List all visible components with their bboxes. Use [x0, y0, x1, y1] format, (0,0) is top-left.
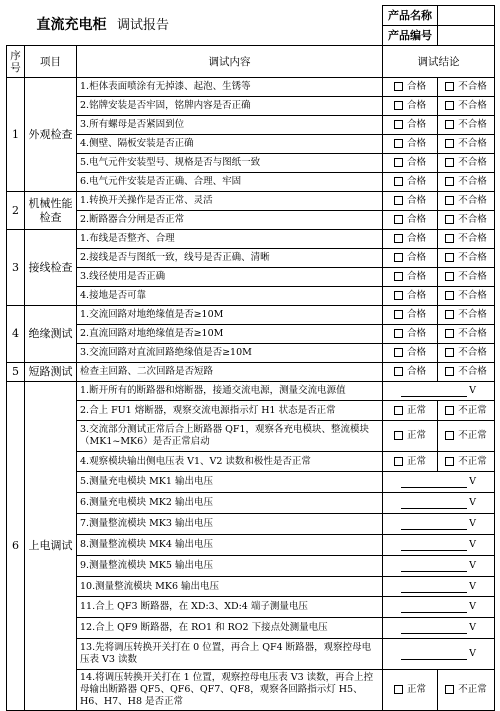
test-content: 4.观察模块输出侧电压表 V1、V2 读数和极性是否正常 [77, 452, 383, 472]
checkbox-icon[interactable] [445, 329, 454, 338]
table-row [7, 268, 495, 287]
test-content: 13.先将调压转换开关打在 0 位置，再合上 QF4 断路器，观察控母电压表 V3 读数 [77, 639, 383, 670]
positive-option[interactable] [383, 78, 438, 97]
section-seq: 1 [7, 78, 25, 192]
positive-option[interactable] [383, 249, 438, 268]
test-content: 3.所有螺母是否紧固到位 [77, 116, 383, 135]
voltage-value-field[interactable] [383, 493, 495, 514]
checkbox-icon[interactable] [394, 348, 403, 357]
blank-line [401, 541, 467, 551]
positive-option[interactable] [383, 154, 438, 173]
option-label: 不合格 [458, 233, 487, 244]
table-row [7, 211, 495, 230]
negative-option[interactable] [438, 268, 495, 287]
option-label: 合格 [407, 214, 427, 225]
negative-option[interactable] [438, 325, 495, 344]
checkbox-icon[interactable] [394, 457, 403, 466]
positive-option[interactable] [383, 363, 438, 382]
voltage-value-field[interactable] [383, 618, 495, 639]
checkbox-icon[interactable] [445, 272, 454, 281]
unit-v-label: V [469, 648, 476, 659]
blank-line [401, 603, 467, 613]
negative-option[interactable] [438, 78, 495, 97]
test-content: 2.铭牌安装是否牢固，铭牌内容是否正确 [77, 97, 383, 116]
option-label: 合格 [407, 309, 427, 320]
negative-option[interactable] [438, 154, 495, 173]
checkbox-icon[interactable] [445, 253, 454, 262]
positive-option[interactable] [383, 230, 438, 249]
checkbox-icon[interactable] [445, 196, 454, 205]
checkbox-icon[interactable] [445, 101, 454, 110]
test-content: 2.直流回路对地绝缘值是否≥10M [77, 325, 383, 344]
positive-option[interactable] [383, 116, 438, 135]
option-label: 合格 [407, 290, 427, 301]
test-content: 6.测量充电模块 MK2 输出电压 [77, 493, 383, 514]
negative-option[interactable] [438, 249, 495, 268]
option-label: 不合格 [458, 157, 487, 168]
section-seq: 6 [7, 382, 25, 711]
option-label: 不正常 [458, 684, 487, 695]
unit-v-label: V [469, 580, 476, 592]
col-item-header: 项目 [25, 46, 77, 78]
option-label: 合格 [407, 347, 427, 358]
table-row [7, 639, 495, 670]
option-label: 不合格 [458, 81, 487, 92]
table-row [7, 287, 495, 306]
table-row [7, 306, 495, 325]
report-page [6, 5, 494, 711]
voltage-value-field[interactable] [383, 556, 495, 577]
checkbox-icon[interactable] [445, 120, 454, 129]
table-row [7, 135, 495, 154]
checkbox-icon[interactable] [394, 215, 403, 224]
table-row [7, 363, 495, 382]
blank-line [401, 499, 467, 509]
table-row [7, 173, 495, 192]
test-content: 11.合上 QF3 断路器，在 XD:3、XD:4 端子测量电压 [77, 597, 383, 618]
option-label: 合格 [407, 157, 427, 168]
checkbox-icon[interactable] [445, 291, 454, 300]
option-label: 不正常 [458, 404, 487, 416]
option-label: 不合格 [458, 214, 487, 225]
option-label: 合格 [407, 233, 427, 244]
table-row [7, 230, 495, 249]
checkbox-icon[interactable] [445, 367, 454, 376]
section-seq: 2 [7, 192, 25, 230]
positive-option[interactable] [383, 287, 438, 306]
option-label: 合格 [407, 81, 427, 92]
test-content: 1.布线是否整齐、合理 [77, 230, 383, 249]
table-row [7, 401, 495, 421]
checkbox-icon[interactable] [394, 101, 403, 110]
checkbox-icon[interactable] [394, 406, 403, 415]
col-content-header: 调试内容 [77, 46, 383, 78]
table-row [7, 472, 495, 493]
checkbox-icon[interactable] [445, 139, 454, 148]
option-label: 合格 [407, 195, 427, 206]
option-label: 正常 [407, 404, 427, 416]
checkbox-icon[interactable] [445, 431, 454, 440]
table-row [7, 382, 495, 401]
test-content: 1.断开所有的断路器和熔断器，接通交流电源，测量交流电源值 [77, 382, 383, 401]
report-title [7, 6, 383, 46]
positive-option[interactable] [383, 173, 438, 192]
checkbox-icon[interactable] [394, 120, 403, 129]
negative-option[interactable] [438, 287, 495, 306]
table-row [7, 493, 495, 514]
product-number-value[interactable] [438, 26, 495, 46]
test-content: 7.测量整流模块 MK3 输出电压 [77, 514, 383, 535]
option-label: 合格 [407, 271, 427, 282]
test-content: 2.断路器合分闸是否正常 [77, 211, 383, 230]
checkbox-icon[interactable] [445, 215, 454, 224]
test-content: 9.测量整流模块 MK5 输出电压 [77, 556, 383, 577]
positive-option[interactable] [383, 344, 438, 363]
unit-v-label: V [469, 539, 476, 550]
negative-option[interactable] [438, 363, 495, 382]
checkbox-icon[interactable] [394, 253, 403, 262]
test-content: 3.线径使用是否正确 [77, 268, 383, 287]
section-seq: 4 [7, 306, 25, 363]
positive-option[interactable] [383, 97, 438, 116]
checkbox-icon[interactable] [445, 348, 454, 357]
voltage-value-field[interactable] [383, 514, 495, 535]
test-content: 8.测量整流模块 MK4 输出电压 [77, 535, 383, 556]
report-table [6, 5, 495, 711]
checkbox-icon[interactable] [394, 139, 403, 148]
checkbox-icon[interactable] [445, 685, 454, 694]
option-label: 不正常 [458, 430, 487, 441]
test-content: 4.接地是否可靠 [77, 287, 383, 306]
blank-line [401, 520, 467, 530]
option-label: 不正常 [458, 455, 487, 467]
table-row [7, 116, 495, 135]
unit-v-label: V [469, 560, 476, 571]
unit-v-label: V [469, 518, 476, 529]
blank-line [401, 583, 467, 593]
negative-option[interactable] [438, 192, 495, 211]
table-row [7, 577, 495, 597]
product-number-label: 产品编号 [383, 26, 438, 46]
test-content: 2.合上 FU1 熔断器，观察交流电源指示灯 H1 状态是否正常 [77, 401, 383, 421]
positive-option[interactable] [383, 192, 438, 211]
voltage-value-field[interactable] [383, 639, 495, 670]
checkbox-icon[interactable] [394, 82, 403, 91]
section-item: 外观检查 [25, 78, 77, 192]
checkbox-icon[interactable] [445, 457, 454, 466]
table-row [7, 556, 495, 577]
positive-option[interactable] [383, 325, 438, 344]
option-label: 不合格 [458, 347, 487, 358]
option-label: 合格 [407, 119, 427, 130]
section-item: 机械性能检查 [25, 192, 77, 230]
checkbox-icon[interactable] [445, 310, 454, 319]
option-label: 不合格 [458, 309, 487, 320]
checkbox-icon[interactable] [394, 177, 403, 186]
table-row [7, 97, 495, 116]
option-label: 合格 [407, 138, 427, 149]
blank-line [401, 478, 467, 488]
checkbox-icon[interactable] [394, 367, 403, 376]
checkbox-icon[interactable] [394, 234, 403, 243]
voltage-value-field[interactable] [383, 597, 495, 618]
table-row [7, 597, 495, 618]
positive-option[interactable] [383, 421, 438, 452]
product-name-label: 产品名称 [383, 6, 438, 26]
table-row [7, 421, 495, 452]
negative-option[interactable] [438, 670, 495, 711]
checkbox-icon[interactable] [445, 177, 454, 186]
positive-option[interactable] [383, 670, 438, 711]
section-item: 上电调试 [25, 382, 77, 711]
test-content: 12.合上 QF9 断路器，在 RO1 和 RO2 下接点处测量电压 [77, 618, 383, 639]
option-label: 不合格 [458, 290, 487, 301]
table-row [7, 249, 495, 268]
voltage-value-field[interactable] [383, 382, 495, 401]
title-sub: 调试报告 [116, 17, 169, 33]
option-label: 合格 [407, 366, 427, 377]
positive-option[interactable] [383, 135, 438, 154]
checkbox-icon[interactable] [394, 272, 403, 281]
positive-option[interactable] [383, 211, 438, 230]
option-label: 合格 [407, 176, 427, 187]
section-item: 绝缘测试 [25, 306, 77, 363]
negative-option[interactable] [438, 211, 495, 230]
section-item: 短路测试 [25, 363, 77, 382]
table-row [7, 154, 495, 173]
negative-option[interactable] [438, 401, 495, 421]
option-label: 不合格 [458, 195, 487, 206]
checkbox-icon[interactable] [394, 431, 403, 440]
test-content: 4.侧壁、隔板安装是否正确 [77, 135, 383, 154]
col-seq-header: 序号 [7, 46, 25, 78]
test-content: 1.转换开关操作是否正常、灵活 [77, 192, 383, 211]
option-label: 正常 [407, 430, 427, 441]
checkbox-icon[interactable] [445, 406, 454, 415]
test-content: 1.交流回路对地绝缘值是否≥10M [77, 306, 383, 325]
test-content: 5.电气元件安装型号、规格是否与图纸一致 [77, 154, 383, 173]
checkbox-icon[interactable] [394, 685, 403, 694]
test-content: 3.交流部分测试正常后合上断路器 QF1，观察各充电模块、整流模块（MK1~MK6）是否正常启动 [77, 421, 383, 452]
option-label: 正常 [407, 455, 427, 467]
option-label: 合格 [407, 100, 427, 111]
test-content: 5.测量充电模块 MK1 输出电压 [77, 472, 383, 493]
table-row [7, 325, 495, 344]
product-name-value[interactable] [438, 6, 495, 26]
option-label: 合格 [407, 252, 427, 263]
table-row [7, 452, 495, 472]
unit-v-label: V [469, 601, 476, 612]
voltage-value-field[interactable] [383, 577, 495, 597]
checkbox-icon[interactable] [394, 291, 403, 300]
positive-option[interactable] [383, 401, 438, 421]
report-body [7, 78, 495, 711]
table-row [7, 344, 495, 363]
option-label: 不合格 [458, 138, 487, 149]
negative-option[interactable] [438, 116, 495, 135]
blank-line [401, 650, 467, 660]
voltage-value-field[interactable] [383, 535, 495, 556]
table-row [7, 78, 495, 97]
option-label: 不合格 [458, 119, 487, 130]
option-label: 合格 [407, 328, 427, 339]
unit-v-label: V [469, 497, 476, 508]
option-label: 不合格 [458, 271, 487, 282]
negative-option[interactable] [438, 173, 495, 192]
test-content: 3.交流回路对直流回路绝缘值是否≥10M [77, 344, 383, 363]
test-content: 14.将调压转换开关打在 1 位置，观察控母电压表 V3 读数，再合上控母输出断路器 QF5、QF6、QF7、QF8，观察各回路指示灯 H5、H6、H7、H8 是否正常 [77, 670, 383, 711]
blank-line [401, 624, 467, 634]
option-label: 不合格 [458, 176, 487, 187]
negative-option[interactable] [438, 452, 495, 472]
voltage-value-field[interactable] [383, 472, 495, 493]
option-label: 不合格 [458, 328, 487, 339]
checkbox-icon[interactable] [445, 82, 454, 91]
test-content: 10.测量整流模块 MK6 输出电压 [77, 577, 383, 597]
option-label: 不合格 [458, 366, 487, 377]
checkbox-icon[interactable] [394, 196, 403, 205]
blank-line [401, 387, 467, 397]
unit-v-label: V [469, 622, 476, 633]
blank-line [401, 562, 467, 572]
unit-v-label: V [469, 476, 476, 487]
checkbox-icon[interactable] [394, 310, 403, 319]
negative-option[interactable] [438, 135, 495, 154]
checkbox-icon[interactable] [445, 158, 454, 167]
negative-option[interactable] [438, 97, 495, 116]
test-content: 检查主回路、二次回路是否短路 [77, 363, 383, 382]
table-row [7, 670, 495, 711]
option-label: 不合格 [458, 252, 487, 263]
table-row [7, 618, 495, 639]
negative-option[interactable] [438, 306, 495, 325]
checkbox-icon[interactable] [394, 158, 403, 167]
option-label: 不合格 [458, 100, 487, 111]
negative-option[interactable] [438, 344, 495, 363]
title-main: 直流充电柜 [36, 16, 107, 33]
negative-option[interactable] [438, 421, 495, 452]
table-row [7, 192, 495, 211]
checkbox-icon[interactable] [445, 234, 454, 243]
test-content: 1.柜体表面喷涂有无掉漆、起泡、生锈等 [77, 78, 383, 97]
table-row [7, 514, 495, 535]
positive-option[interactable] [383, 452, 438, 472]
test-content: 2.接线是否与图纸一致，线号是否正确、清晰 [77, 249, 383, 268]
test-content: 6.电气元件安装是否正确、合理、牢固 [77, 173, 383, 192]
option-label: 正常 [407, 684, 427, 695]
section-seq: 3 [7, 230, 25, 306]
positive-option[interactable] [383, 306, 438, 325]
positive-option[interactable] [383, 268, 438, 287]
section-item: 接线检查 [25, 230, 77, 306]
checkbox-icon[interactable] [394, 329, 403, 338]
section-seq: 5 [7, 363, 25, 382]
col-conclusion-header: 调试结论 [383, 46, 495, 78]
unit-v-label: V [469, 385, 476, 396]
table-row [7, 535, 495, 556]
negative-option[interactable] [438, 230, 495, 249]
